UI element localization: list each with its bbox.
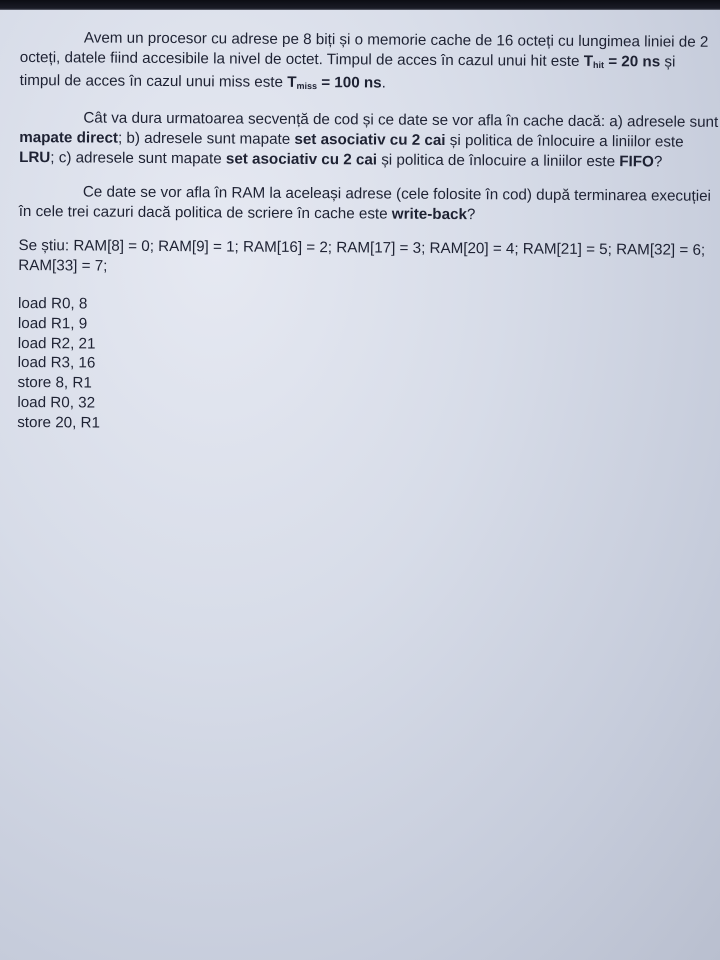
t-hit-value: = 20 ns [608,53,661,71]
paragraph-question-ram [19,182,719,227]
t-miss-letter: T [287,73,297,91]
paper-sheet [0,10,720,960]
text: . [381,74,386,92]
bold-term: mapate direct [19,128,119,147]
ram-initial-values: Se știu: RAM[8] = 0; RAM[9] = 1; RAM[16] = 2; RAM[17] = 3; RAM[20] = 4; RAM[21] = 5; RAM[32] = 6; RAM[33] = 7; [18,236,706,275]
bold-term: FIFO [619,153,654,171]
t-hit-letter: T [583,52,594,71]
bold-term: set asociativ cu 2 cai [225,150,378,169]
t-miss-subscript: miss [296,80,318,92]
bold-term: write-back [391,205,468,224]
text: Ce date se vor afla în RAM la aceleași adrese (cele folosite în cod) după terminarea execuției în cele trei cazuri dacă politica de scriere în cache este [18,183,711,223]
text: Cât va dura urmatoarea secvență de cod și ce date se vor afla în cache dacă: a) adresele sunt [83,109,719,131]
t-hit-subscript: hit [592,60,605,71]
code-listing [17,294,718,437]
code-line: load R2, 21 [17,334,96,353]
paragraph-question-mapping [19,108,719,173]
bold-term: set asociativ cu 2 cai [294,130,446,149]
text: ? [466,206,476,224]
text: ? [653,153,663,171]
code-line: load R3, 16 [17,354,96,372]
code-line: load R0, 8 [18,294,88,313]
text: Avem un procesor cu adrese pe 8 biți și o memorie cache de 16 octeți cu lungimea liniei de 2 octeți, datele fiind accesibile la nivel de octet. Timpul de acces în cazul unui hit este [19,29,709,70]
t-hit-label [584,53,661,71]
problem-text [17,28,720,437]
code-line: load R1, 9 [17,314,88,333]
text: și politica de înlocuire a liniilor este [445,131,684,151]
text: și politica de înlocuire a liniilor este [376,151,620,171]
t-miss-label [287,74,382,92]
code-line: store 20, R1 [17,413,101,432]
text: ; c) adresele sunt mapate [50,149,226,168]
t-miss-value: = 100 ns [321,74,382,92]
text: și timpul de acces în cazul unui miss este [19,53,676,91]
code-line: store 8, R1 [17,374,92,392]
text: ; b) adresele sunt mapate [117,129,295,148]
paragraph-cache-specs [20,28,720,99]
code-line: load R0, 32 [17,393,96,412]
bold-term: LRU [19,148,51,167]
